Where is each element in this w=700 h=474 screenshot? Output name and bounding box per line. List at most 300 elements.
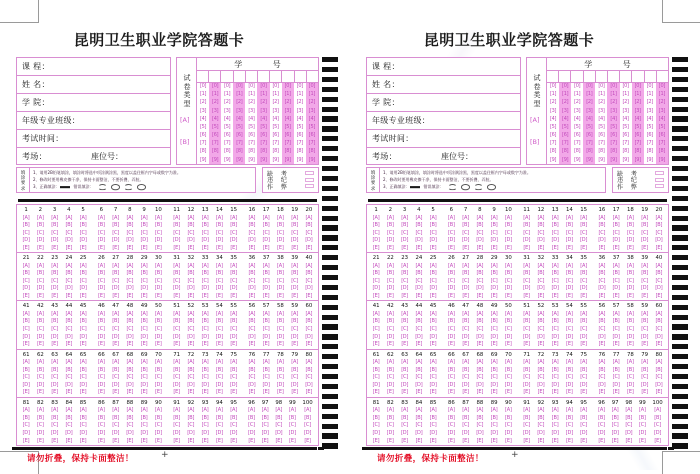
answer-bubble[interactable]: [D] (36, 285, 44, 292)
student-id-column-7[interactable] (270, 83, 282, 164)
answer-bubble[interactable]: [B] (580, 366, 587, 373)
answer-bubble[interactable]: [C] (401, 326, 409, 333)
answer-bubble[interactable]: [E] (641, 293, 648, 300)
student-id-bubble[interactable]: [0] (199, 83, 207, 89)
answer-bubble[interactable]: [B] (415, 414, 423, 421)
answer-bubble[interactable]: [C] (276, 374, 284, 381)
answer-bubble[interactable]: [A] (230, 310, 237, 317)
answer-bubble[interactable]: [A] (79, 359, 87, 366)
answer-bubble[interactable]: [B] (216, 318, 223, 325)
answer-bubble[interactable]: [A] (126, 262, 134, 269)
student-id-write-cell[interactable] (270, 71, 282, 82)
answer-bubble[interactable]: [E] (262, 293, 270, 300)
answer-bubble[interactable]: [A] (65, 359, 73, 366)
student-id-bubble[interactable]: [0] (260, 83, 267, 89)
question-50[interactable] (155, 303, 162, 348)
answer-bubble[interactable]: [D] (97, 381, 105, 388)
answer-bubble[interactable]: [C] (230, 422, 238, 429)
answer-bubble[interactable]: [D] (565, 430, 573, 437)
answer-bubble[interactable]: [D] (65, 237, 73, 244)
answer-bubble[interactable]: [B] (598, 414, 605, 421)
student-id-column-8[interactable] (632, 83, 644, 164)
question-42[interactable] (387, 303, 394, 348)
answer-bubble[interactable]: [A] (415, 359, 423, 366)
question-99[interactable] (289, 400, 296, 446)
answer-bubble[interactable]: [A] (580, 310, 587, 317)
answer-bubble[interactable]: [A] (140, 407, 148, 414)
student-id-bubble[interactable]: [7] (224, 140, 231, 147)
answer-bubble[interactable]: [B] (22, 366, 30, 373)
student-id-bubble[interactable]: [6] (658, 132, 665, 139)
answer-bubble[interactable]: [B] (566, 270, 573, 277)
answer-bubble[interactable]: [A] (305, 359, 313, 366)
student-id-bubble[interactable]: [2] (634, 99, 641, 106)
answer-bubble[interactable]: [C] (126, 422, 134, 429)
question-88[interactable] (126, 400, 133, 446)
answer-bubble[interactable]: [D] (36, 333, 44, 340)
answer-bubble[interactable]: [A] (505, 214, 512, 221)
answer-bubble[interactable]: [C] (372, 277, 380, 284)
answer-bubble[interactable]: [C] (476, 229, 484, 236)
student-id-bubble[interactable]: [9] (272, 156, 279, 163)
answer-bubble[interactable]: [D] (523, 285, 531, 292)
answer-bubble[interactable]: [C] (154, 374, 162, 381)
question-62[interactable] (387, 352, 394, 397)
answer-bubble[interactable]: [C] (215, 229, 223, 236)
answer-bubble[interactable]: [A] (37, 310, 44, 317)
answer-bubble[interactable]: [C] (248, 277, 256, 284)
answer-bubble[interactable]: [C] (580, 229, 588, 236)
answer-bubble[interactable]: [B] (387, 366, 394, 373)
answer-bubble[interactable]: [E] (216, 293, 223, 300)
paper-type-option-a[interactable]: [A] (180, 116, 190, 124)
answer-bubble[interactable]: [A] (387, 310, 394, 317)
answer-bubble[interactable]: [C] (275, 422, 283, 429)
student-id-bubble[interactable]: [8] (260, 148, 267, 155)
student-id-bubble[interactable]: [4] (658, 115, 665, 122)
answer-bubble[interactable]: [B] (641, 366, 648, 373)
answer-bubble[interactable]: [E] (155, 437, 162, 444)
answer-bubble[interactable]: [E] (51, 389, 58, 396)
question-49[interactable] (491, 303, 498, 348)
answer-bubble[interactable]: [E] (155, 389, 162, 396)
answer-bubble[interactable]: [B] (37, 366, 44, 373)
student-id-bubble[interactable]: [0] (236, 83, 243, 89)
answer-bubble[interactable]: [D] (638, 430, 646, 437)
answer-bubble[interactable]: [A] (372, 407, 380, 414)
answer-bubble[interactable]: [C] (625, 422, 633, 429)
question-51[interactable] (523, 303, 530, 348)
answer-bubble[interactable]: [B] (462, 366, 469, 373)
answer-bubble[interactable]: [D] (462, 381, 470, 388)
answer-bubble[interactable]: [C] (504, 277, 512, 284)
answer-bubble[interactable]: [C] (415, 374, 423, 381)
answer-bubble[interactable]: [C] (504, 374, 512, 381)
answer-bubble[interactable]: [E] (523, 341, 530, 348)
answer-bubble[interactable]: [E] (305, 389, 313, 396)
answer-bubble[interactable]: [C] (201, 422, 209, 429)
answer-bubble[interactable]: [B] (248, 414, 255, 421)
answer-bubble[interactable]: [C] (447, 422, 455, 429)
answer-bubble[interactable]: [A] (126, 359, 134, 366)
answer-bubble[interactable]: [A] (627, 214, 634, 221)
answer-bubble[interactable]: [B] (305, 318, 313, 325)
answer-bubble[interactable]: [C] (523, 422, 531, 429)
student-id-bubble[interactable]: [6] (308, 132, 315, 139)
student-id-write-cell[interactable] (295, 71, 307, 82)
answer-bubble[interactable]: [D] (447, 333, 455, 340)
answer-bubble[interactable]: [C] (36, 326, 44, 333)
answer-bubble[interactable]: [D] (504, 333, 512, 340)
answer-bubble[interactable]: [B] (291, 366, 298, 373)
answer-bubble[interactable]: [D] (36, 381, 44, 388)
answer-bubble[interactable]: [D] (140, 285, 148, 292)
answer-bubble[interactable]: [C] (386, 422, 394, 429)
answer-bubble[interactable]: [D] (187, 430, 195, 437)
answer-bubble[interactable]: [A] (611, 407, 619, 414)
answer-bubble[interactable]: [D] (612, 381, 620, 388)
answer-bubble[interactable]: [B] (277, 222, 284, 229)
answer-bubble[interactable]: [B] (551, 222, 559, 229)
answer-bubble[interactable]: [C] (97, 277, 105, 284)
answer-bubble[interactable]: [A] (112, 407, 119, 414)
answer-bubble[interactable]: [E] (476, 341, 484, 348)
answer-bubble[interactable]: [D] (401, 430, 409, 437)
student-id-bubble[interactable]: [9] (610, 156, 617, 163)
student-id-bubble[interactable]: [9] (248, 156, 255, 163)
answer-bubble[interactable]: [B] (654, 414, 661, 421)
answer-bubble[interactable]: [A] (230, 359, 237, 366)
question-13[interactable] (552, 207, 559, 252)
answer-bubble[interactable]: [D] (154, 381, 162, 388)
answer-bubble[interactable]: [C] (126, 277, 134, 284)
answer-bubble[interactable]: [B] (655, 270, 663, 277)
answer-bubble[interactable]: [B] (523, 366, 530, 373)
answer-bubble[interactable]: [E] (112, 389, 119, 396)
question-98[interactable] (275, 400, 282, 446)
student-id-bubble[interactable]: [9] (622, 156, 629, 163)
answer-bubble[interactable]: [A] (415, 407, 423, 414)
answer-bubble[interactable]: [C] (372, 229, 380, 236)
student-id-bubble[interactable]: [7] (236, 140, 243, 147)
student-id-bubble[interactable]: [9] (646, 156, 653, 163)
answer-bubble[interactable]: [C] (51, 422, 59, 429)
answer-bubble[interactable]: [D] (580, 430, 588, 437)
student-id-bubble[interactable]: [2] (212, 99, 219, 106)
answer-bubble[interactable]: [D] (386, 430, 394, 437)
answer-bubble[interactable]: [A] (201, 359, 209, 366)
answer-bubble[interactable]: [B] (627, 270, 634, 277)
student-id-bubble[interactable]: [5] (212, 123, 219, 130)
answer-bubble[interactable]: [E] (98, 341, 105, 348)
answer-bubble[interactable]: [C] (140, 229, 148, 236)
student-id-bubble[interactable]: [5] (646, 123, 653, 130)
student-id-bubble[interactable]: [4] (562, 115, 569, 122)
answer-bubble[interactable]: [B] (612, 366, 620, 373)
student-id-bubble[interactable]: [2] (562, 99, 569, 106)
question-98[interactable] (625, 400, 632, 446)
answer-bubble[interactable]: [E] (372, 293, 380, 300)
question-89[interactable] (141, 400, 148, 446)
question-60[interactable] (655, 303, 662, 348)
answer-bubble[interactable]: [C] (401, 374, 409, 381)
question-57[interactable] (613, 303, 620, 348)
question-52[interactable] (537, 303, 544, 348)
answer-bubble[interactable]: [A] (140, 310, 148, 317)
answer-bubble[interactable]: [B] (372, 414, 380, 421)
student-id-bubble[interactable]: [3] (272, 107, 279, 114)
student-id-write-cell[interactable] (197, 71, 209, 82)
student-id-bubble[interactable]: [6] (574, 132, 581, 139)
answer-bubble[interactable]: [B] (523, 222, 530, 229)
answer-bubble[interactable]: [D] (22, 237, 30, 244)
answer-bubble[interactable]: [D] (126, 381, 134, 388)
answer-bubble[interactable]: [E] (476, 437, 484, 444)
answer-bubble[interactable]: [B] (289, 414, 296, 421)
question-56[interactable] (598, 303, 605, 348)
answer-bubble[interactable]: [D] (51, 285, 59, 292)
answer-bubble[interactable]: [B] (551, 366, 559, 373)
answer-bubble[interactable]: [A] (655, 214, 663, 221)
student-id-bubble[interactable]: [1] (634, 91, 641, 98)
answer-bubble[interactable]: [E] (248, 293, 256, 300)
answer-bubble[interactable]: [B] (537, 222, 545, 229)
answer-bubble[interactable]: [D] (653, 430, 662, 437)
question-36[interactable] (248, 255, 255, 300)
question-31[interactable] (173, 255, 180, 300)
student-id-bubble[interactable]: [4] (634, 115, 641, 122)
question-14[interactable] (216, 207, 223, 252)
answer-bubble[interactable]: [D] (641, 285, 649, 292)
question-54[interactable] (216, 303, 223, 348)
answer-bubble[interactable]: [E] (372, 389, 380, 396)
answer-bubble[interactable]: [B] (387, 318, 394, 325)
answer-bubble[interactable]: [E] (291, 244, 298, 251)
answer-bubble[interactable]: [A] (505, 359, 512, 366)
answer-bubble[interactable]: [B] (230, 414, 237, 421)
answer-bubble[interactable]: [E] (490, 293, 498, 300)
answer-bubble[interactable]: [E] (275, 437, 282, 444)
answer-bubble[interactable]: [B] (537, 270, 545, 277)
answer-bubble[interactable]: [B] (387, 414, 394, 421)
answer-bubble[interactable]: [E] (248, 244, 256, 251)
answer-bubble[interactable]: [B] (98, 270, 105, 277)
answer-bubble[interactable]: [C] (248, 374, 256, 381)
answer-bubble[interactable]: [A] (65, 310, 73, 317)
question-14[interactable] (566, 207, 573, 252)
answer-bubble[interactable]: [D] (201, 430, 209, 437)
answer-bubble[interactable]: [D] (626, 381, 634, 388)
answer-bubble[interactable]: [A] (248, 214, 256, 221)
answer-bubble[interactable]: [B] (448, 318, 455, 325)
answer-bubble[interactable]: [E] (429, 389, 437, 396)
answer-bubble[interactable]: [C] (504, 326, 512, 333)
answer-bubble[interactable]: [C] (447, 374, 455, 381)
answer-bubble[interactable]: [B] (155, 366, 162, 373)
answer-bubble[interactable]: [A] (580, 359, 587, 366)
paper-type-option-b[interactable]: [B] (530, 138, 540, 146)
student-id-bubble[interactable]: [3] (586, 107, 593, 114)
answer-bubble[interactable]: [D] (201, 285, 209, 292)
answer-bubble[interactable]: [A] (216, 359, 223, 366)
student-id-column-2[interactable] (559, 83, 571, 164)
answer-bubble[interactable]: [A] (51, 407, 58, 414)
student-id-column-6[interactable] (257, 83, 269, 164)
student-id-bubble[interactable]: [3] (658, 107, 665, 114)
answer-bubble[interactable]: [B] (429, 414, 437, 421)
student-id-bubble[interactable]: [8] (212, 148, 219, 155)
answer-bubble[interactable]: [E] (401, 293, 408, 300)
answer-bubble[interactable]: [D] (401, 285, 409, 292)
question-77[interactable] (263, 352, 270, 397)
answer-bubble[interactable]: [E] (537, 341, 545, 348)
flag-checkbox[interactable] (655, 178, 664, 182)
answer-bubble[interactable]: [C] (288, 422, 296, 429)
answer-bubble[interactable]: [D] (598, 237, 606, 244)
question-57[interactable] (263, 303, 270, 348)
answer-bubble[interactable]: [D] (215, 430, 223, 437)
answer-bubble[interactable]: [C] (51, 374, 59, 381)
answer-bubble[interactable]: [C] (248, 326, 256, 333)
answer-bubble[interactable]: [D] (262, 285, 270, 292)
answer-bubble[interactable]: [D] (187, 285, 195, 292)
answer-bubble[interactable]: [D] (173, 237, 181, 244)
answer-bubble[interactable]: [A] (155, 214, 162, 221)
answer-bubble[interactable]: [E] (462, 437, 469, 444)
question-45[interactable] (430, 303, 437, 348)
answer-bubble[interactable]: [C] (305, 374, 313, 381)
question-61[interactable] (23, 352, 30, 397)
question-80[interactable] (305, 352, 312, 397)
answer-bubble[interactable]: [E] (537, 244, 545, 251)
answer-bubble[interactable]: [B] (291, 318, 298, 325)
answer-bubble[interactable]: [B] (65, 366, 73, 373)
answer-bubble[interactable]: [A] (51, 359, 58, 366)
answer-bubble[interactable]: [A] (387, 262, 394, 269)
question-33[interactable] (202, 255, 209, 300)
answer-bubble[interactable]: [B] (505, 222, 512, 229)
question-7[interactable] (462, 207, 469, 252)
question-94[interactable] (216, 400, 223, 446)
answer-bubble[interactable]: [D] (462, 237, 470, 244)
student-id-bubble[interactable]: [4] (284, 115, 291, 122)
answer-bubble[interactable]: [C] (551, 326, 559, 333)
answer-bubble[interactable]: [D] (490, 430, 498, 437)
student-id-bubble[interactable]: [0] (212, 83, 219, 89)
question-20[interactable] (655, 207, 662, 252)
student-id-bubble[interactable]: [4] (224, 115, 231, 122)
answer-bubble[interactable]: [B] (551, 318, 559, 325)
answer-bubble[interactable]: [A] (448, 310, 455, 317)
student-id-bubble[interactable]: [0] (562, 83, 569, 89)
answer-bubble[interactable]: [C] (201, 374, 209, 381)
answer-bubble[interactable]: [D] (230, 237, 238, 244)
answer-bubble[interactable]: [B] (112, 318, 119, 325)
answer-bubble[interactable]: [D] (504, 285, 512, 292)
student-id-bubble[interactable]: [2] (574, 99, 581, 106)
answer-bubble[interactable]: [A] (415, 214, 423, 221)
answer-bubble[interactable]: [B] (448, 222, 455, 229)
answer-bubble[interactable]: [D] (140, 381, 148, 388)
answer-bubble[interactable]: [E] (112, 244, 119, 251)
flag-checkbox[interactable] (655, 171, 664, 175)
answer-bubble[interactable]: [D] (276, 333, 284, 340)
answer-bubble[interactable]: [D] (476, 430, 484, 437)
question-83[interactable] (401, 400, 408, 446)
answer-bubble[interactable]: [C] (291, 277, 299, 284)
answer-bubble[interactable]: [C] (523, 229, 531, 236)
answer-bubble[interactable]: [C] (476, 326, 484, 333)
student-id-bubble[interactable]: [5] (272, 123, 279, 130)
student-id-bubble[interactable]: [2] (224, 99, 231, 106)
student-id-bubble[interactable]: [1] (646, 91, 653, 98)
answer-bubble[interactable]: [E] (187, 437, 195, 444)
answer-bubble[interactable]: [D] (303, 430, 312, 437)
answer-bubble[interactable]: [A] (462, 359, 469, 366)
question-38[interactable] (627, 255, 634, 300)
answer-bubble[interactable]: [D] (261, 430, 269, 437)
student-id-write-cell[interactable] (307, 71, 318, 82)
question-91[interactable] (523, 400, 530, 446)
answer-bubble[interactable]: [E] (79, 244, 87, 251)
student-id-bubble[interactable]: [9] (598, 156, 605, 163)
answer-bubble[interactable]: [E] (65, 244, 73, 251)
answer-bubble[interactable]: [C] (97, 229, 105, 236)
answer-bubble[interactable]: [B] (98, 414, 105, 421)
answer-bubble[interactable]: [D] (462, 285, 470, 292)
answer-bubble[interactable]: [A] (523, 214, 530, 221)
answer-bubble[interactable]: [D] (429, 430, 437, 437)
answer-bubble[interactable]: [D] (201, 381, 209, 388)
question-71[interactable] (173, 352, 180, 397)
answer-bubble[interactable]: [B] (187, 366, 195, 373)
answer-bubble[interactable]: [B] (201, 270, 209, 277)
answer-bubble[interactable]: [A] (580, 262, 587, 269)
answer-bubble[interactable]: [A] (566, 262, 573, 269)
answer-bubble[interactable]: [A] (22, 214, 30, 221)
answer-bubble[interactable]: [A] (173, 214, 180, 221)
student-id-bubble[interactable]: [1] (272, 91, 279, 98)
answer-bubble[interactable]: [C] (626, 277, 634, 284)
student-id-bubble[interactable]: [5] (586, 123, 593, 130)
answer-bubble[interactable]: [A] (51, 262, 58, 269)
student-id-bubble[interactable]: [4] (260, 115, 267, 122)
answer-bubble[interactable]: [D] (372, 333, 380, 340)
answer-bubble[interactable]: [E] (415, 389, 423, 396)
answer-bubble[interactable]: [D] (126, 285, 134, 292)
answer-bubble[interactable]: [B] (566, 318, 573, 325)
answer-bubble[interactable]: [D] (580, 237, 588, 244)
answer-bubble[interactable]: [A] (201, 214, 209, 221)
answer-bubble[interactable]: [A] (429, 262, 437, 269)
answer-bubble[interactable]: [D] (429, 333, 437, 340)
answer-bubble[interactable]: [D] (97, 430, 105, 437)
question-52[interactable] (187, 303, 194, 348)
answer-bubble[interactable]: [C] (462, 229, 470, 236)
answer-bubble[interactable]: [C] (551, 374, 559, 381)
answer-bubble[interactable]: [D] (140, 430, 148, 437)
answer-bubble[interactable]: [D] (580, 285, 588, 292)
answer-bubble[interactable]: [B] (598, 222, 606, 229)
answer-bubble[interactable]: [C] (462, 422, 470, 429)
answer-bubble[interactable]: [A] (65, 262, 73, 269)
student-id-bubble[interactable]: [3] (199, 107, 207, 114)
question-11[interactable] (173, 207, 180, 252)
answer-bubble[interactable]: [B] (79, 270, 87, 277)
answer-bubble[interactable]: [D] (523, 333, 531, 340)
answer-bubble[interactable]: [C] (626, 229, 634, 236)
question-84[interactable] (65, 400, 72, 446)
